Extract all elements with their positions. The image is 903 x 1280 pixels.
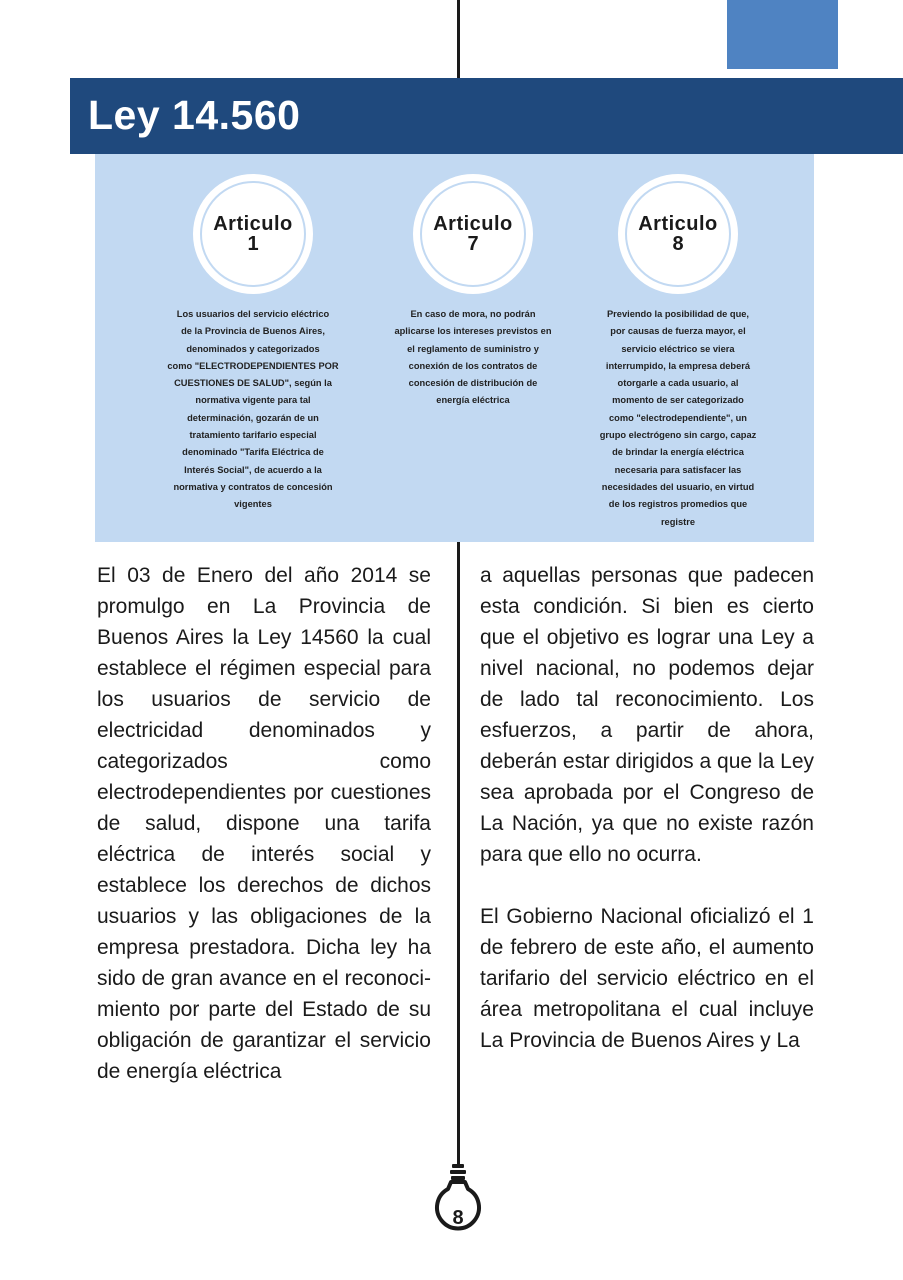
article-8 xyxy=(580,174,776,531)
article-7-number: 7 xyxy=(467,233,479,255)
article-1-number: 1 xyxy=(247,233,259,255)
page-title: Ley 14.560 xyxy=(88,92,301,138)
body-paragraph-right-1: a aquellas personas que padecen esta condición. Si bien es cierto que el objetivo es lograr una Ley a nivel nacional, no podemos dejar de lado tal reconocimiento. Los esfuerzos, a partir de ahora, deberán estar dirigidos a que la Ley sea aprobada por el Congreso de La Nación, ya que no existe razón para que ello no ocurra. xyxy=(480,564,814,866)
divider-line-top xyxy=(457,0,460,78)
article-1-badge xyxy=(193,174,313,294)
article-8-text: Previendo la posibilidad de que, por causas de fuerza mayor, el servicio eléctrico se viera interrumpido, la empresa deberá otorgarle a cada usuario, al momento de ser categorizado como "electrodependiente", un grupo electrógeno sin cargo, capaz de brindar la energía eléctrica necesaria para satisfacer las necesidades del usuario, en virtud de los registros promedios que registre xyxy=(599,309,757,527)
articles-infographic xyxy=(95,154,814,542)
article-1-word: Articulo xyxy=(213,213,293,235)
body-column-right xyxy=(480,560,814,1056)
article-7-word: Articulo xyxy=(433,213,513,235)
corner-accent-block xyxy=(727,0,838,69)
article-8-badge xyxy=(618,174,738,294)
title-bar xyxy=(70,78,903,154)
article-1-text: Los usuarios del servicio eléctrico de la Provincia de Buenos Aires, denominados y categorizados como "ELECTRODEPENDIENTES POR CUESTIONES DE SALUD", según la normativa vigente para tal determinación, gozarán de un tratamiento tarifario especial denominado "Tarifa Eléctrica de Interés Social", de acuerdo a la normativa y contratos de concesión vigentes xyxy=(167,309,339,510)
body-paragraph-left: El 03 de Enero del año 2014 se promulgo en La Provincia de Buenos Aires la Ley 14560 la cual establece el régimen especial para los usuarios de servicio de electricidad denominados y categorizados como electrodependientes por cuestiones de salud, dispone una tarifa eléctrica de interés social y establece los derechos de dichos usuarios y las obligaciones de la empresa prestadora. Dicha ley ha sido de gran avance en el reconocimiento por parte del Estado de su obligación de garantizar el servicio de energía eléctrica xyxy=(97,564,431,1083)
divider-line-columns xyxy=(457,542,460,1164)
page-number: 8 xyxy=(452,1207,464,1229)
article-1 xyxy=(155,174,351,514)
lightbulb-icon xyxy=(432,1162,484,1242)
article-8-word: Articulo xyxy=(638,213,718,235)
article-7-badge xyxy=(413,174,533,294)
article-8-number: 8 xyxy=(672,233,684,255)
lightbulb-page-marker xyxy=(432,1162,484,1242)
article-7-text: En caso de mora, no podrán aplicarse los intereses previstos en el reglamento de suministro y conexión de los contratos de concesión de distribución de energía eléctrica xyxy=(394,309,552,406)
body-paragraph-right-2: El Gobierno Nacional oficializó el 1 de febrero de este año, el aumento tarifario del servicio eléctrico en el área metropolitana el cual incluye La Provincia de Buenos Aires y La xyxy=(480,905,814,1052)
article-7 xyxy=(378,174,568,410)
body-column-left xyxy=(97,560,431,1087)
